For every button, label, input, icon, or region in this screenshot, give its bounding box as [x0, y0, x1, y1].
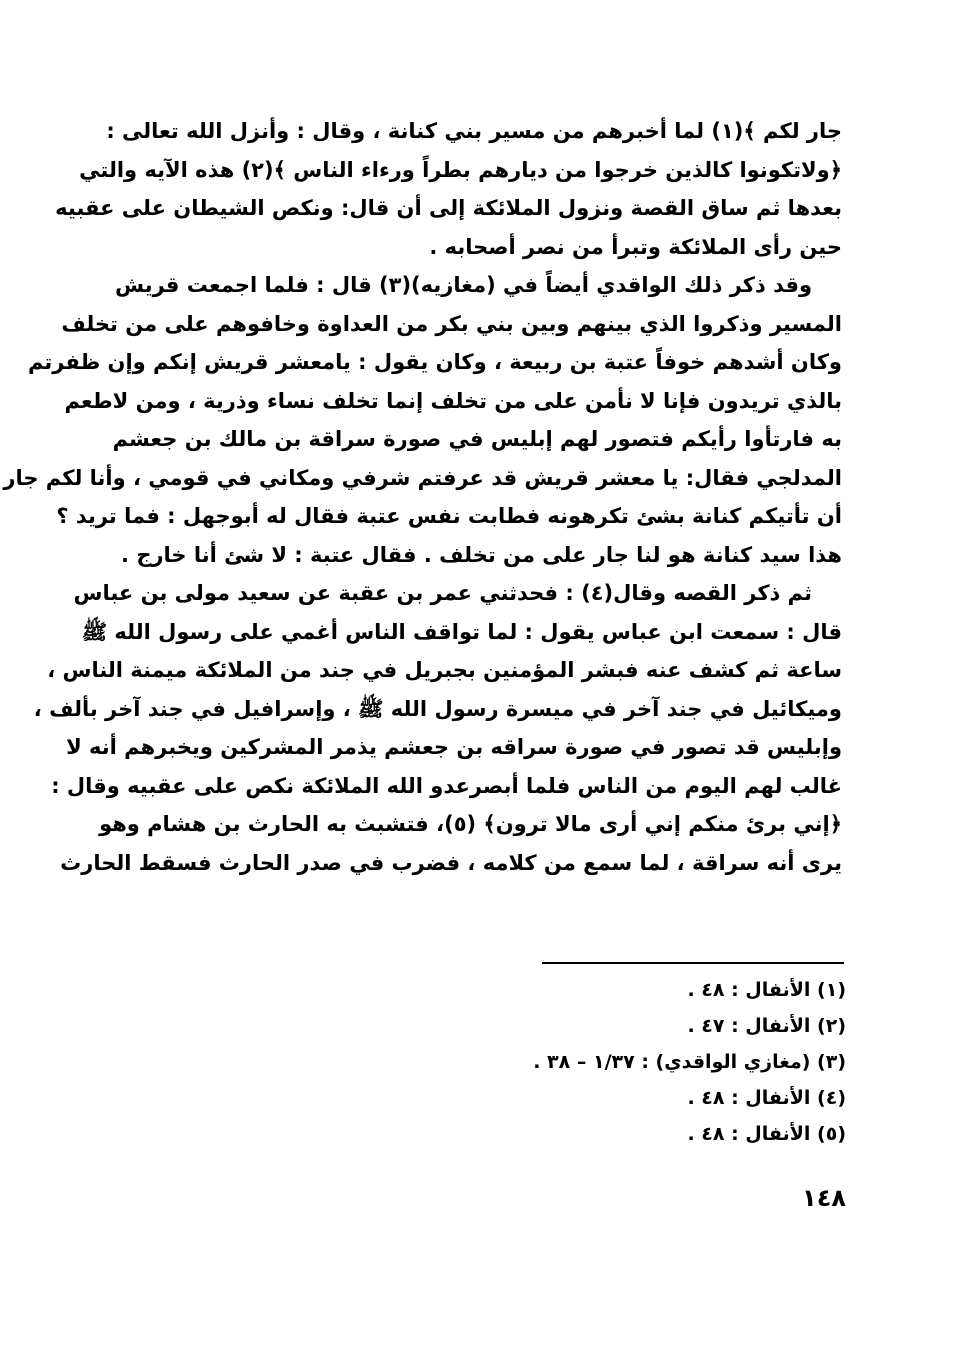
text-line: غالب لهم اليوم من الناس فلما أبصرعدو الله الملائكة نكص على عقبيه وقال : — [51, 773, 842, 798]
footnote-divider — [542, 962, 844, 964]
footnote: (٤) الأنفال : ٤٨ . — [687, 1087, 846, 1109]
text-line: قال : سمعت ابن عباس يقول : لما تواقف الناس أغمي على رسول الله ﷺ — [81, 619, 842, 644]
text-line: بالذي تريدون فإنا لا نأمن على من تخلف إنما تخلف نساء وذرية ، ومن لاطعم — [64, 388, 842, 413]
footnote: (٥) الأنفال : ٤٨ . — [687, 1123, 846, 1145]
text-line: ﴿ولاتكونوا كالذين خرجوا من ديارهم بطراً ورءاء الناس ﴾(٢) هذه الآيه والتي — [79, 157, 842, 182]
text-line: وقد ذكر ذلك الواقدي أيضاً في (مغازيه)(٣) قال : فلما اجمعت قريش — [115, 273, 812, 297]
text-line: وميكائيل في جند آخر في ميسرة رسول الله ﷺ ، وإسرافيل في جند آخر بألف ، — [33, 696, 842, 721]
text-line: يرى أنه سراقة ، لما سمع من كلامه ، فضرب في صدر الحارث فسقط الحارث — [60, 850, 842, 875]
text-line: ﴿إني برئ منكم إني أرى مالا ترون﴾ (٥)، فتشبث به الحارث بن هشام وهو — [99, 812, 842, 836]
footnotes-block — [426, 972, 846, 1152]
text-line: حين رأى الملائكة وتبرأ من نصر أصحابه . — [429, 234, 842, 259]
text-line: المسير وذكروا الذي بينهم وبين بني بكر من العداوة وخافوهم على من تخلف — [61, 311, 842, 336]
text-line: ثم ذكر القصه وقال(٤) : فحدثني عمر بن عقبة عن سعيد مولى بن عباس — [73, 581, 812, 605]
main-text-block — [3, 112, 842, 882]
text-line: بعدها ثم ساق القصة ونزول الملائكة إلى أن قال: ونكص الشيطان على عقبيه — [55, 196, 842, 220]
text-line: وكان أشدهم خوفاً عتبة بن ربيعة ، وكان يقول : يامعشر قريش إنكم وإن ظفرتم — [27, 350, 842, 374]
text-line: به فارتأوا رأيكم فتصور لهم إبليس في صورة سراقة بن مالك بن جعشم — [112, 427, 842, 451]
text-line: وإبليس قد تصور في صورة سراقه بن جعشم يذمر المشركين ويخبرهم أنه لا — [66, 735, 842, 759]
text-line: المدلجي فقال: يا معشر قريش قد عرفتم شرفي ومكاني في قومي ، وأنا لكم جار — [3, 465, 842, 490]
page-number: ١٤٨ — [802, 1184, 846, 1212]
footnote: (٣) (مغازي الواقدي) : ١/٣٧ – ٣٨ . — [533, 1051, 846, 1073]
text-line: أن تأتيكم كنانة بشئ تكرهونه فطابت نفس عتبة فقال له أبوجهل : فما تريد ؟ — [56, 504, 842, 528]
text-line: ساعة ثم كشف عنه فبشر المؤمنين بجبريل في جند من الملائكة ميمنة الناس ، — [47, 658, 842, 682]
footnote: (٢) الأنفال : ٤٧ . — [687, 1015, 846, 1037]
text-line: جار لكم ﴾(١) لما أخبرهم من مسير بني كنانة ، وقال : وأنزل الله تعالى : — [106, 119, 842, 143]
footnote: (١) الأنفال : ٤٨ . — [687, 979, 846, 1001]
text-line: هذا سيد كنانة هو لنا جار على من تخلف . فقال عتبة : لا شئ أنا خارج . — [121, 542, 842, 567]
